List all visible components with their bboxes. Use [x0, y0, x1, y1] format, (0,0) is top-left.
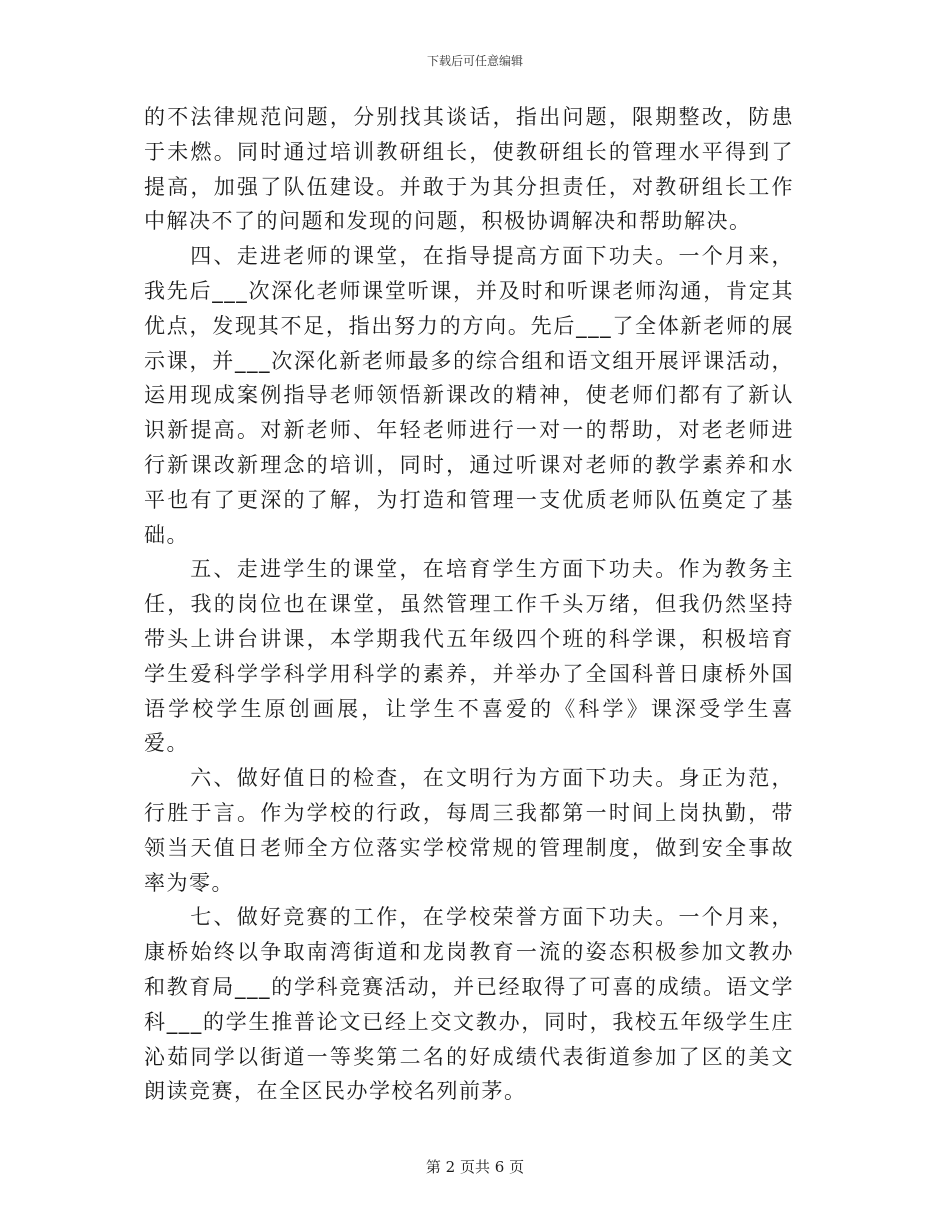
paragraph-section-6: 六、做好值日的检查，在文明行为方面下功夫。身正为范，行胜于言。作为学校的行政，每周三我都第一时间上岗执勤，带领当天值日老师全方位落实学校常规的管理制度，做到安全事故率为零。 — [144, 766, 794, 895]
paragraph-section-4: 四、走进老师的课堂，在指导提高方面下功夫。一个月来，我先后___次深化老师课堂听课，并及时和听课老师沟通，肯定其优点，发现其不足，指出努力的方向。先后___了全体新老师的展示课，并___次深化新老师最多的综合组和语文组开展评课活动，运用现成案例指导老师领悟新课改的精神，使老师们都有了新认识新提高。对新老师、年轻老师进行一对一的帮助，对老老师进行新课改新理念的培训，同时，通过听课对老师的教学素养和水平也有了更深的了解，为打造和管理一支优质老师队伍奠定了基础。 — [144, 244, 794, 547]
document-body — [144, 100, 794, 1109]
paragraph-section-5: 五、走进学生的课堂，在培育学生方面下功夫。作为教务主任，我的岗位也在课堂，虽然管理工作千头万绪，但我仍然坚持带头上讲台讲课，本学期我代五年级四个班的科学课，积极培育学生爱科学学科学用科学的素养，并举办了全国科普日康桥外国语学校学生原创画展，让学生不喜爱的《科学》课深受学生喜爱。 — [144, 557, 794, 756]
paragraph-continuation: 的不法律规范问题，分别找其谈话，指出问题，限期整改，防患于未燃。同时通过培训教研组长，使教研组长的管理水平得到了提高，加强了队伍建设。并敢于为其分担责任，对教研组长工作中解决不了的问题和发现的问题，积极协调解决和帮助解决。 — [144, 105, 794, 234]
page-header: 下载后可任意编辑 — [426, 54, 523, 68]
page-number-footer: 第 2 页共 6 页 — [425, 1158, 525, 1176]
paragraph-section-7: 七、做好竞赛的工作，在学校荣誉方面下功夫。一个月来，康桥始终以争取南湾街道和龙岗教育一流的姿态积极参加文教办和教育局___的学科竞赛活动，并已经取得了可喜的成绩。语文学科___的学生推普论文已经上交文教办，同时，我校五年级学生庄沁茹同学以街道一等奖第二名的好成绩代表街道参加了区的美文朗读竞赛，在全区民办学校名列前茅。 — [144, 905, 794, 1104]
